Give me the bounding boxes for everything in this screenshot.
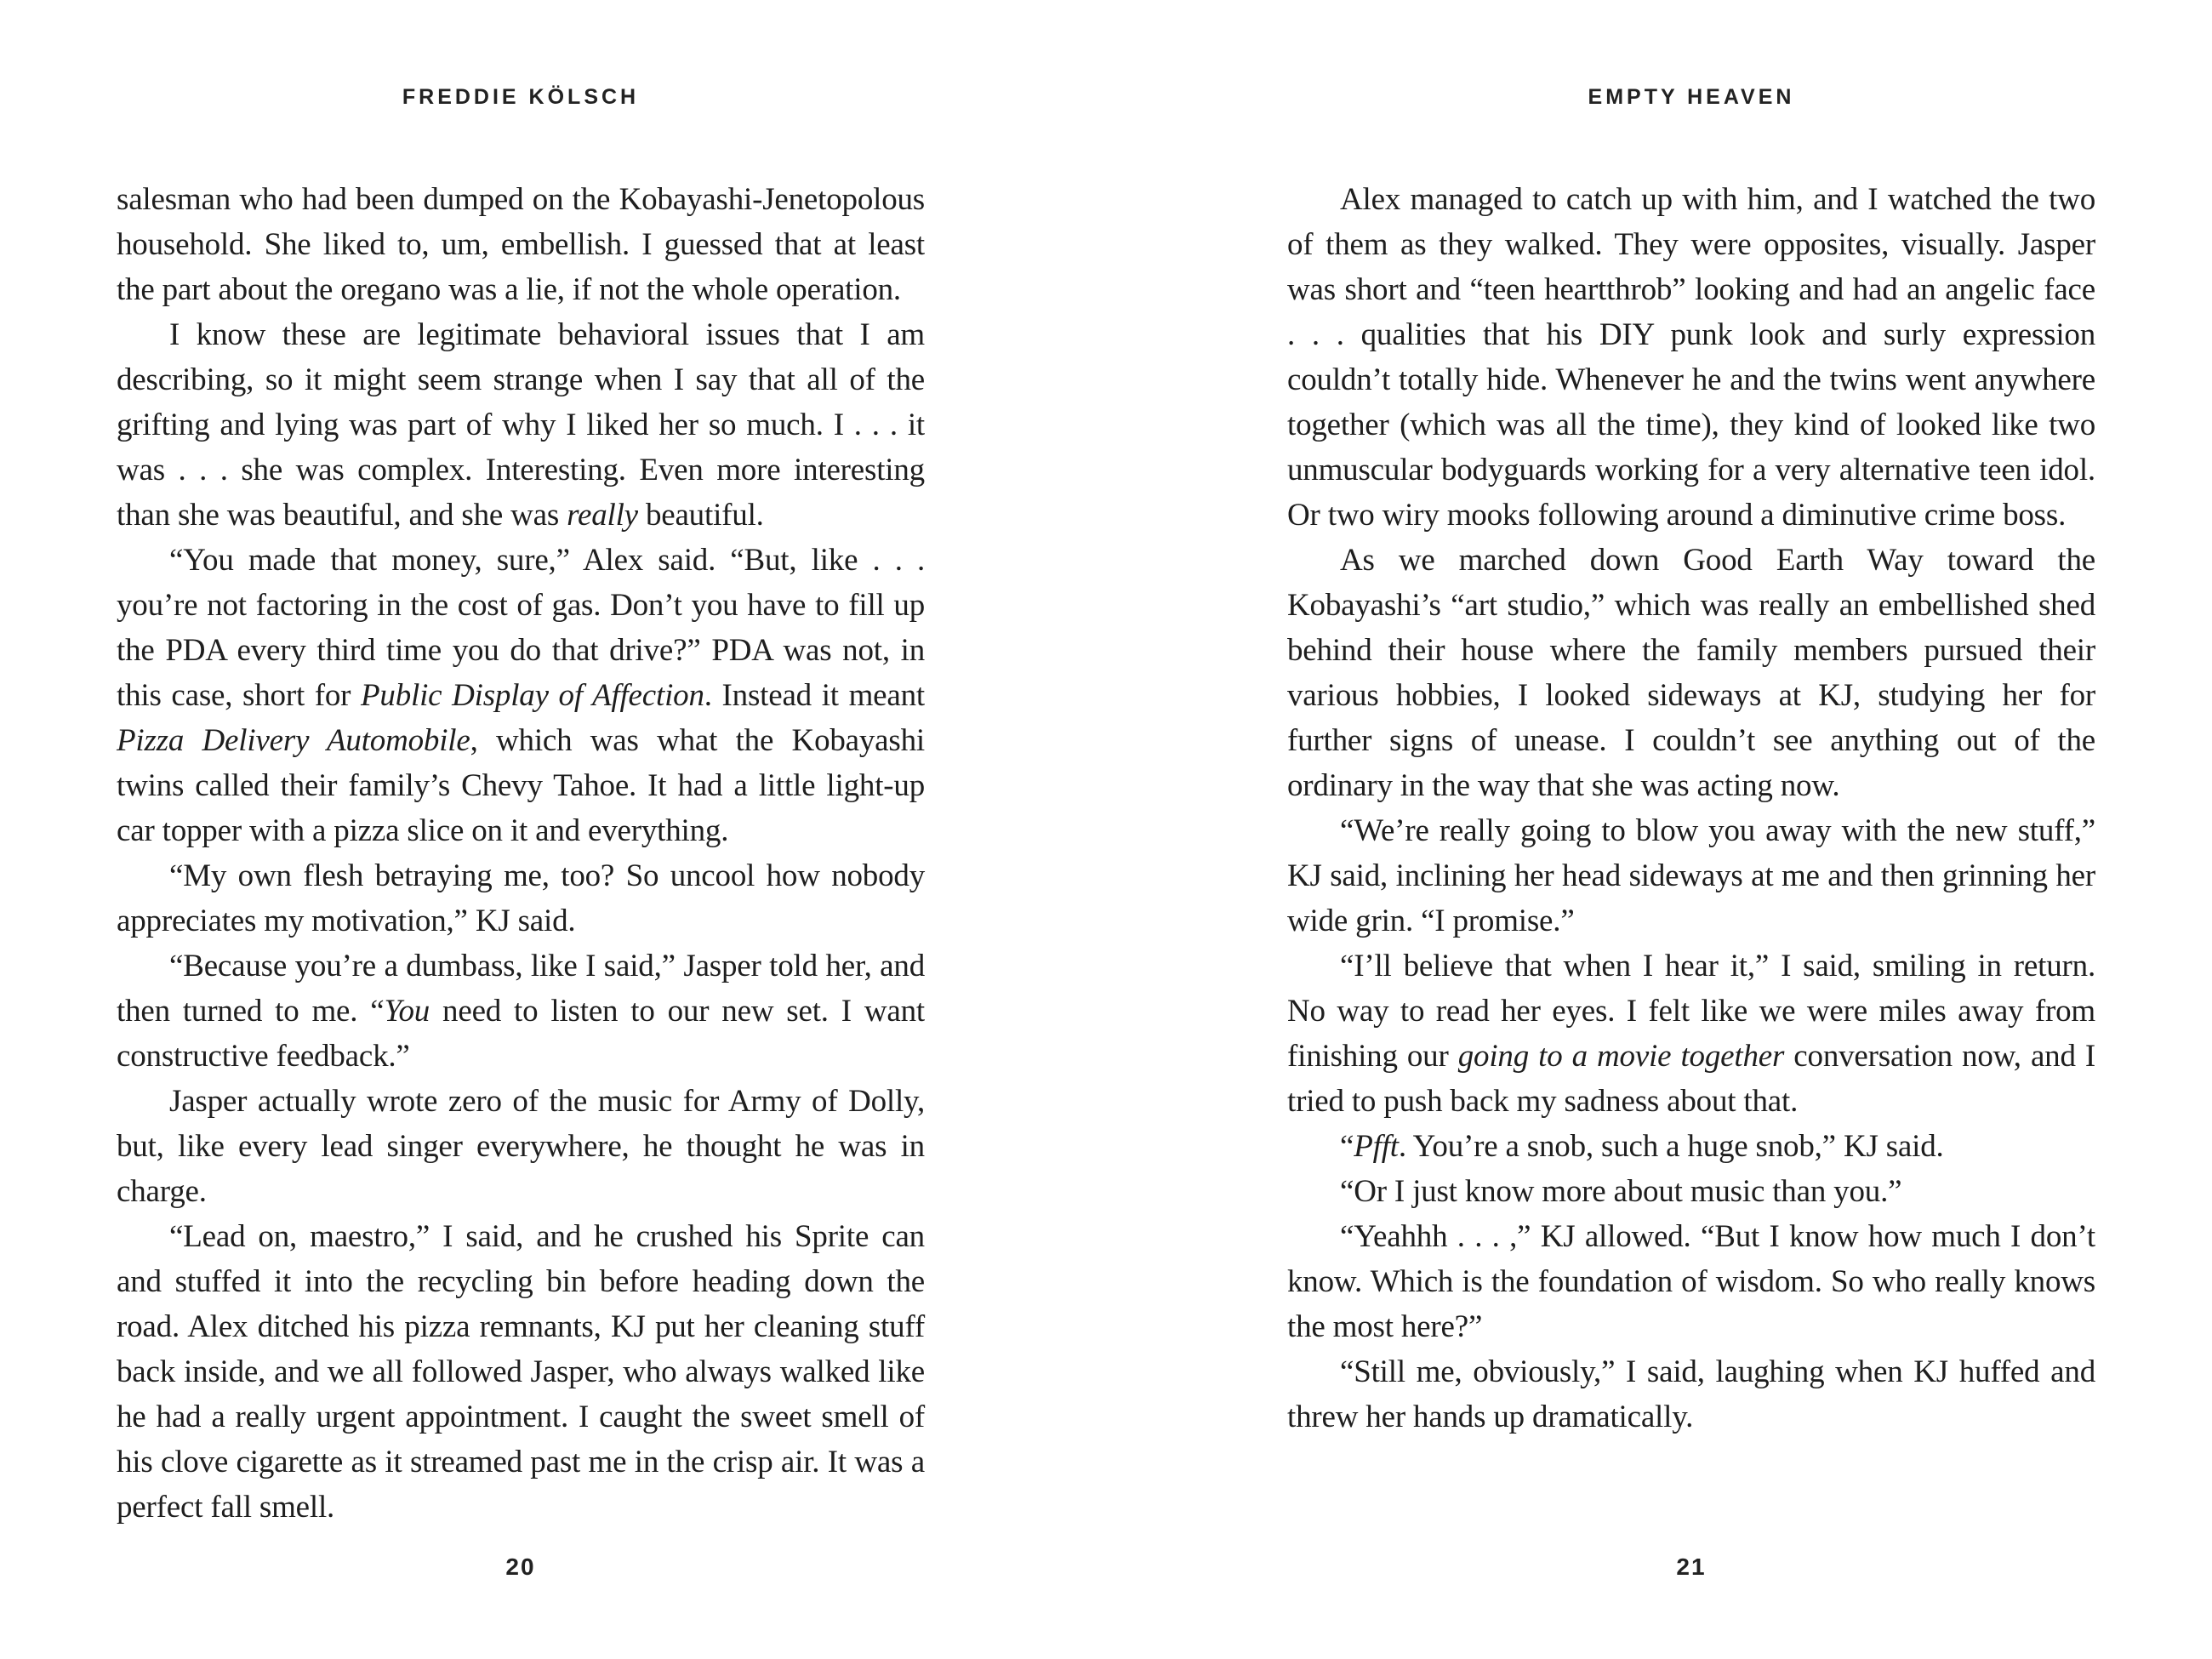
paragraph <box>1287 808 2095 944</box>
text-run: “Or I just know more about music than you.” <box>1340 1174 1902 1209</box>
italic-text-run: Pizza Delivery Automobile <box>117 723 470 758</box>
text-run: salesman who had been dumped on the Kobayashi-Jenetopolous household. She liked to, um, embellish. I guessed that at least the part about the oregano was a lie, if not the whole operation. <box>117 182 925 307</box>
text-run: Jasper actually wrote zero of the music for Army of Dolly, but, like every lead singer everywhere, he thought he was in charge. <box>117 1084 925 1209</box>
paragraph <box>1287 1349 2095 1440</box>
running-head-book-title: EMPTY HEAVEN <box>1588 85 1795 109</box>
left-page-text-block <box>117 177 925 1530</box>
text-run: “Still me, obviously,” I said, laughing when KJ huffed and threw her hands up dramatically. <box>1287 1354 2095 1434</box>
paragraph <box>1287 1124 2095 1169</box>
text-run: “You made that money, sure,” Alex said. “But, like . . . you’re not factoring in the cost of gas. Don’t you have to fill up the PDA every third time you do that drive?” PDA was not, in this case, short for <box>117 543 925 713</box>
text-run: . Instead it meant <box>704 678 925 713</box>
text-run: conversation now, and I tried to push back my sadness about that. <box>1287 1039 2095 1119</box>
italic-text-run: Public Display of Affection <box>361 678 704 713</box>
italic-text-run: really <box>567 498 638 533</box>
paragraph <box>117 312 925 538</box>
italic-text-run: Pfft <box>1354 1129 1399 1164</box>
paragraph <box>117 944 925 1079</box>
paragraph <box>117 538 925 853</box>
text-run: , which was what the Kobayashi twins called their family’s Chevy Tahoe. It had a little light-up car topper with a pizza slice on it and everything. <box>117 723 925 848</box>
text-run: Alex managed to catch up with him, and I watched the two of them as they walked. They were opposites, visually. Jasper was short and “teen heartthrob” looking and had an angelic face . . . qualities that his DIY punk look and surly expression couldn’t totally hide. Whenever he and the twins went anywhere together (which was all the time), they kind of looked like two unmuscular bodyguards working for a very alternative teen idol. Or two wiry mooks following around a diminutive crime boss. <box>1287 182 2095 533</box>
page-number-right: 21 <box>1676 1554 1707 1580</box>
text-run: “ <box>1340 1129 1354 1164</box>
text-run: “My own flesh betraying me, too? So uncool how nobody appreciates my motivation,” KJ said. <box>117 858 925 938</box>
running-head-author: FREDDIE KÖLSCH <box>402 85 640 109</box>
text-run: . You’re a snob, such a huge snob,” KJ said. <box>1398 1129 1944 1164</box>
paragraph <box>1287 1169 2095 1214</box>
text-run: “I’ll believe that when I hear it,” I said, smiling in return. No way to read her eyes. I felt like we were miles away from finishing our <box>1287 949 2095 1074</box>
text-run: I know these are legitimate behavioral issues that I am describing, so it might seem strange when I say that all of the grifting and lying was part of why I liked her so much. I . . . it was . . . she was complex. Interesting. Even more interesting than she was beautiful, and she was <box>117 317 925 533</box>
italic-text-run: You <box>384 994 430 1029</box>
paragraph <box>117 853 925 944</box>
paragraph <box>117 177 925 312</box>
page-right <box>1106 0 2212 1659</box>
text-run: “Lead on, maestro,” I said, and he crushed his Sprite can and stuffed it into the recycling bin before heading down the road. Alex ditched his pizza remnants, KJ put her cleaning stuff back inside, and we all followed Jasper, who always walked like he had a really urgent appointment. I caught the sweet smell of his clove cigarette as it streamed past me in the crisp air. It was a perfect fall smell. <box>117 1219 925 1525</box>
paragraph <box>1287 538 2095 808</box>
paragraph <box>117 1079 925 1214</box>
paragraph <box>1287 177 2095 538</box>
italic-text-run: going to a movie together <box>1457 1039 1785 1074</box>
page-number-left: 20 <box>505 1554 536 1580</box>
paragraph <box>117 1214 925 1530</box>
right-page-text-block <box>1287 177 2095 1440</box>
text-run: As we marched down Good Earth Way toward the Kobayashi’s “art studio,” which was really an embellished shed behind their house where the family members pursued their various hobbies, I looked sideways at KJ, studying her for further signs of unease. I couldn’t see anything out of the ordinary in the way that she was acting now. <box>1287 543 2095 803</box>
text-run: “We’re really going to blow you away with the new stuff,” KJ said, inclining her head sideways at me and then grinning her wide grin. “I promise.” <box>1287 813 2095 938</box>
paragraph <box>1287 1214 2095 1349</box>
text-run: “Because you’re a dumbass, like I said,” Jasper told her, and then turned to me. “ <box>117 949 925 1029</box>
text-run: beautiful. <box>637 498 764 533</box>
paragraph <box>1287 944 2095 1124</box>
text-run: “Yeahhh . . . ,” KJ allowed. “But I know how much I don’t know. Which is the foundation of wisdom. So who really knows the most here?” <box>1287 1219 2095 1344</box>
text-run: need to listen to our new set. I want constructive feedback.” <box>117 994 925 1074</box>
